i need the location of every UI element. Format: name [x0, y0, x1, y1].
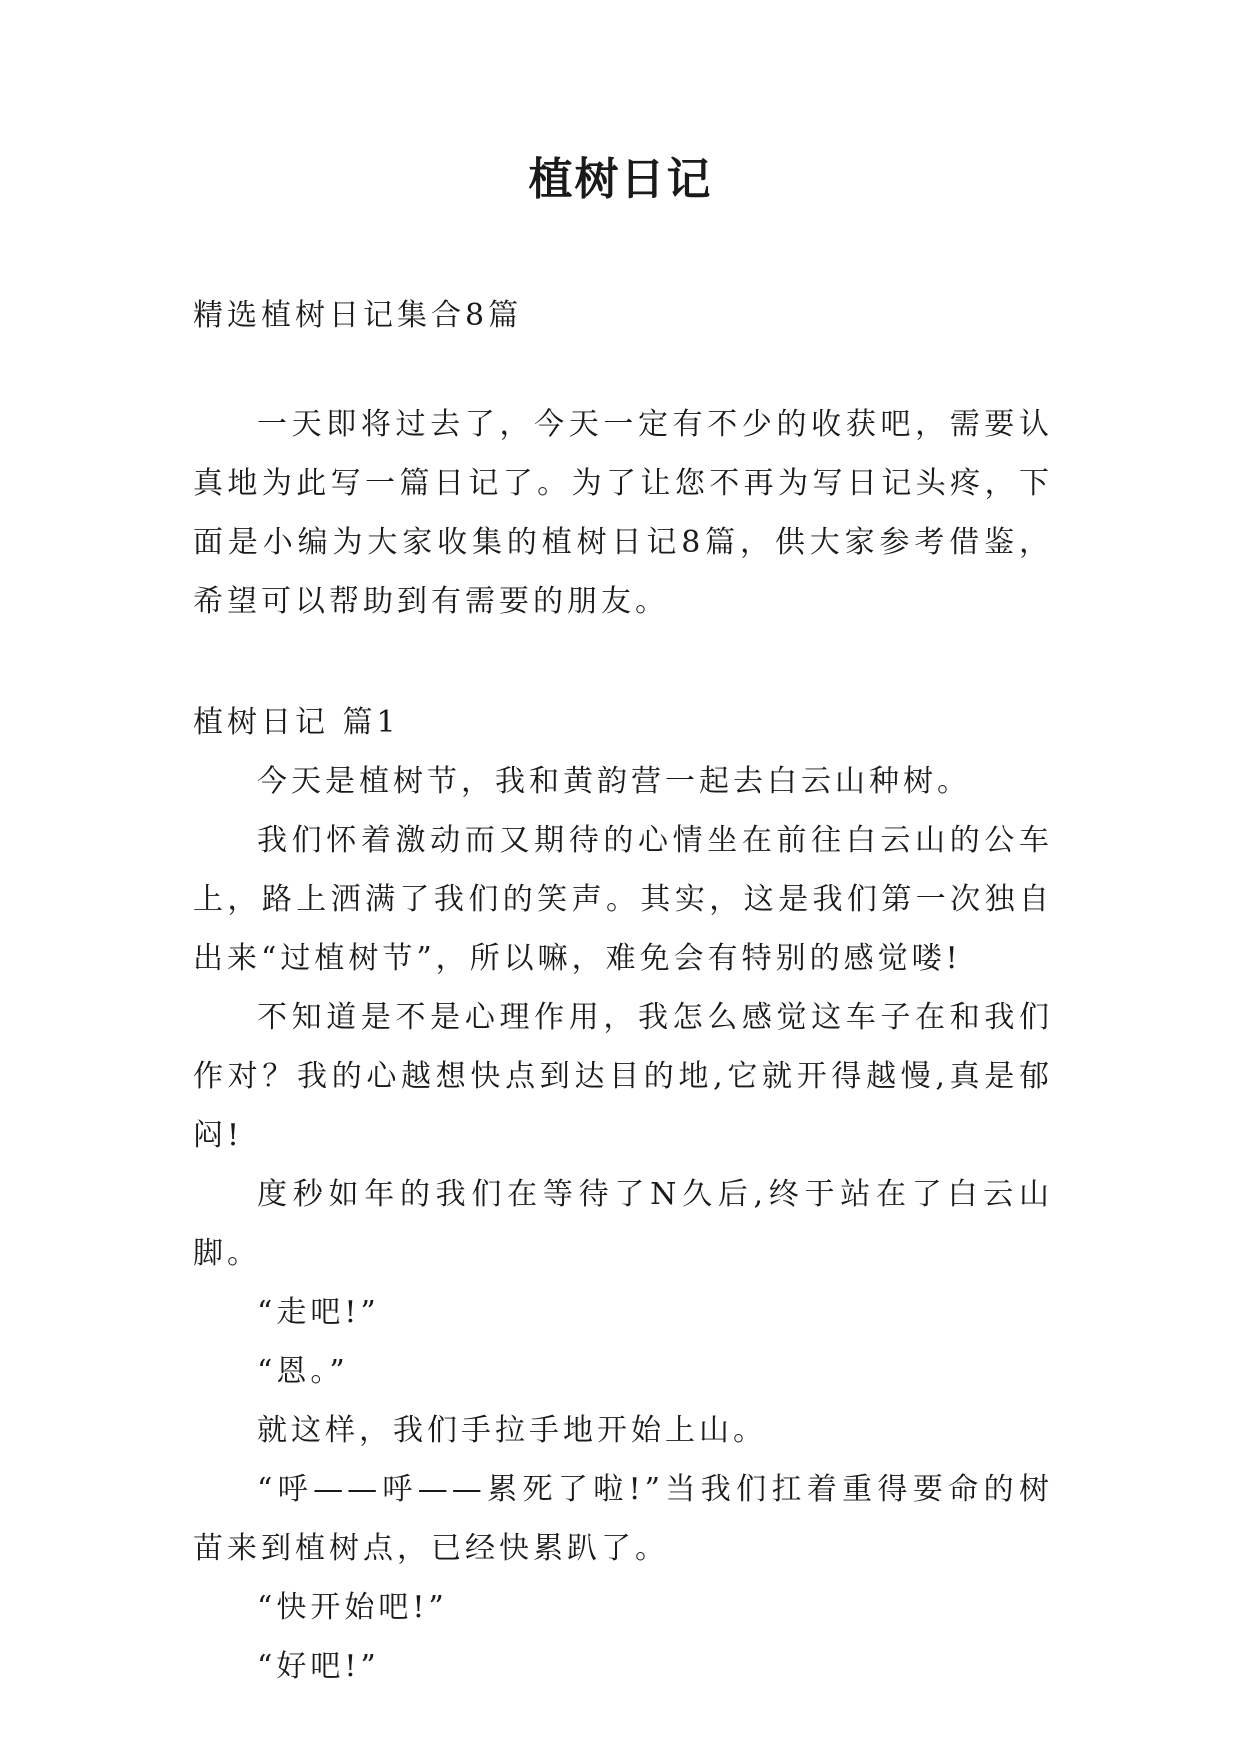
spacer	[193, 631, 1053, 693]
body-paragraph: “好吧!”	[257, 1649, 380, 1684]
body-paragraph: “快开始吧!”	[257, 1590, 448, 1625]
page-title: 植树日记	[528, 154, 713, 205]
body-paragraph: 度秒如年的我们在等待了N久后,终于站在了白云山脚。	[193, 1177, 1053, 1271]
body-paragraph: “恩。”	[257, 1354, 349, 1389]
body-paragraph: “呼——呼——累死了啦!”当我们扛着重得要命的树苗来到植树点，已经快累趴了。	[193, 1472, 1053, 1566]
body-paragraph: 就这样，我们手拉手地开始上山。	[257, 1413, 767, 1448]
spacer	[193, 345, 1053, 395]
body-paragraph: 今天是植树节，我和黄韵营一起去白云山种树。	[257, 764, 971, 799]
body-paragraph: “走吧!”	[257, 1295, 380, 1330]
intro-paragraph: 一天即将过去了，今天一定有不少的收获吧，需要认真地为此写一篇日记了。为了让您不再为写日记头疼，下面是小编为大家收集的植树日记8篇，供大家参考借鉴，希望可以帮助到有需要的朋友。	[193, 407, 1053, 619]
body-paragraph: 不知道是不是心理作用，我怎么感觉这车子在和我们作对？我的心越想快点到达目的地,它就开得越慢,真是郁闷!	[193, 1000, 1053, 1153]
body-paragraph: 我们怀着激动而又期待的心情坐在前往白云山的公车上，路上洒满了我们的笑声。其实，这是我们第一次独自出来“过植树节”，所以嘛，难免会有特别的感觉喽!	[193, 823, 1053, 976]
document-subtitle: 精选植树日记集合8篇	[193, 298, 523, 333]
section-heading: 植树日记 篇1	[193, 705, 400, 740]
document-body	[193, 286, 1053, 1696]
